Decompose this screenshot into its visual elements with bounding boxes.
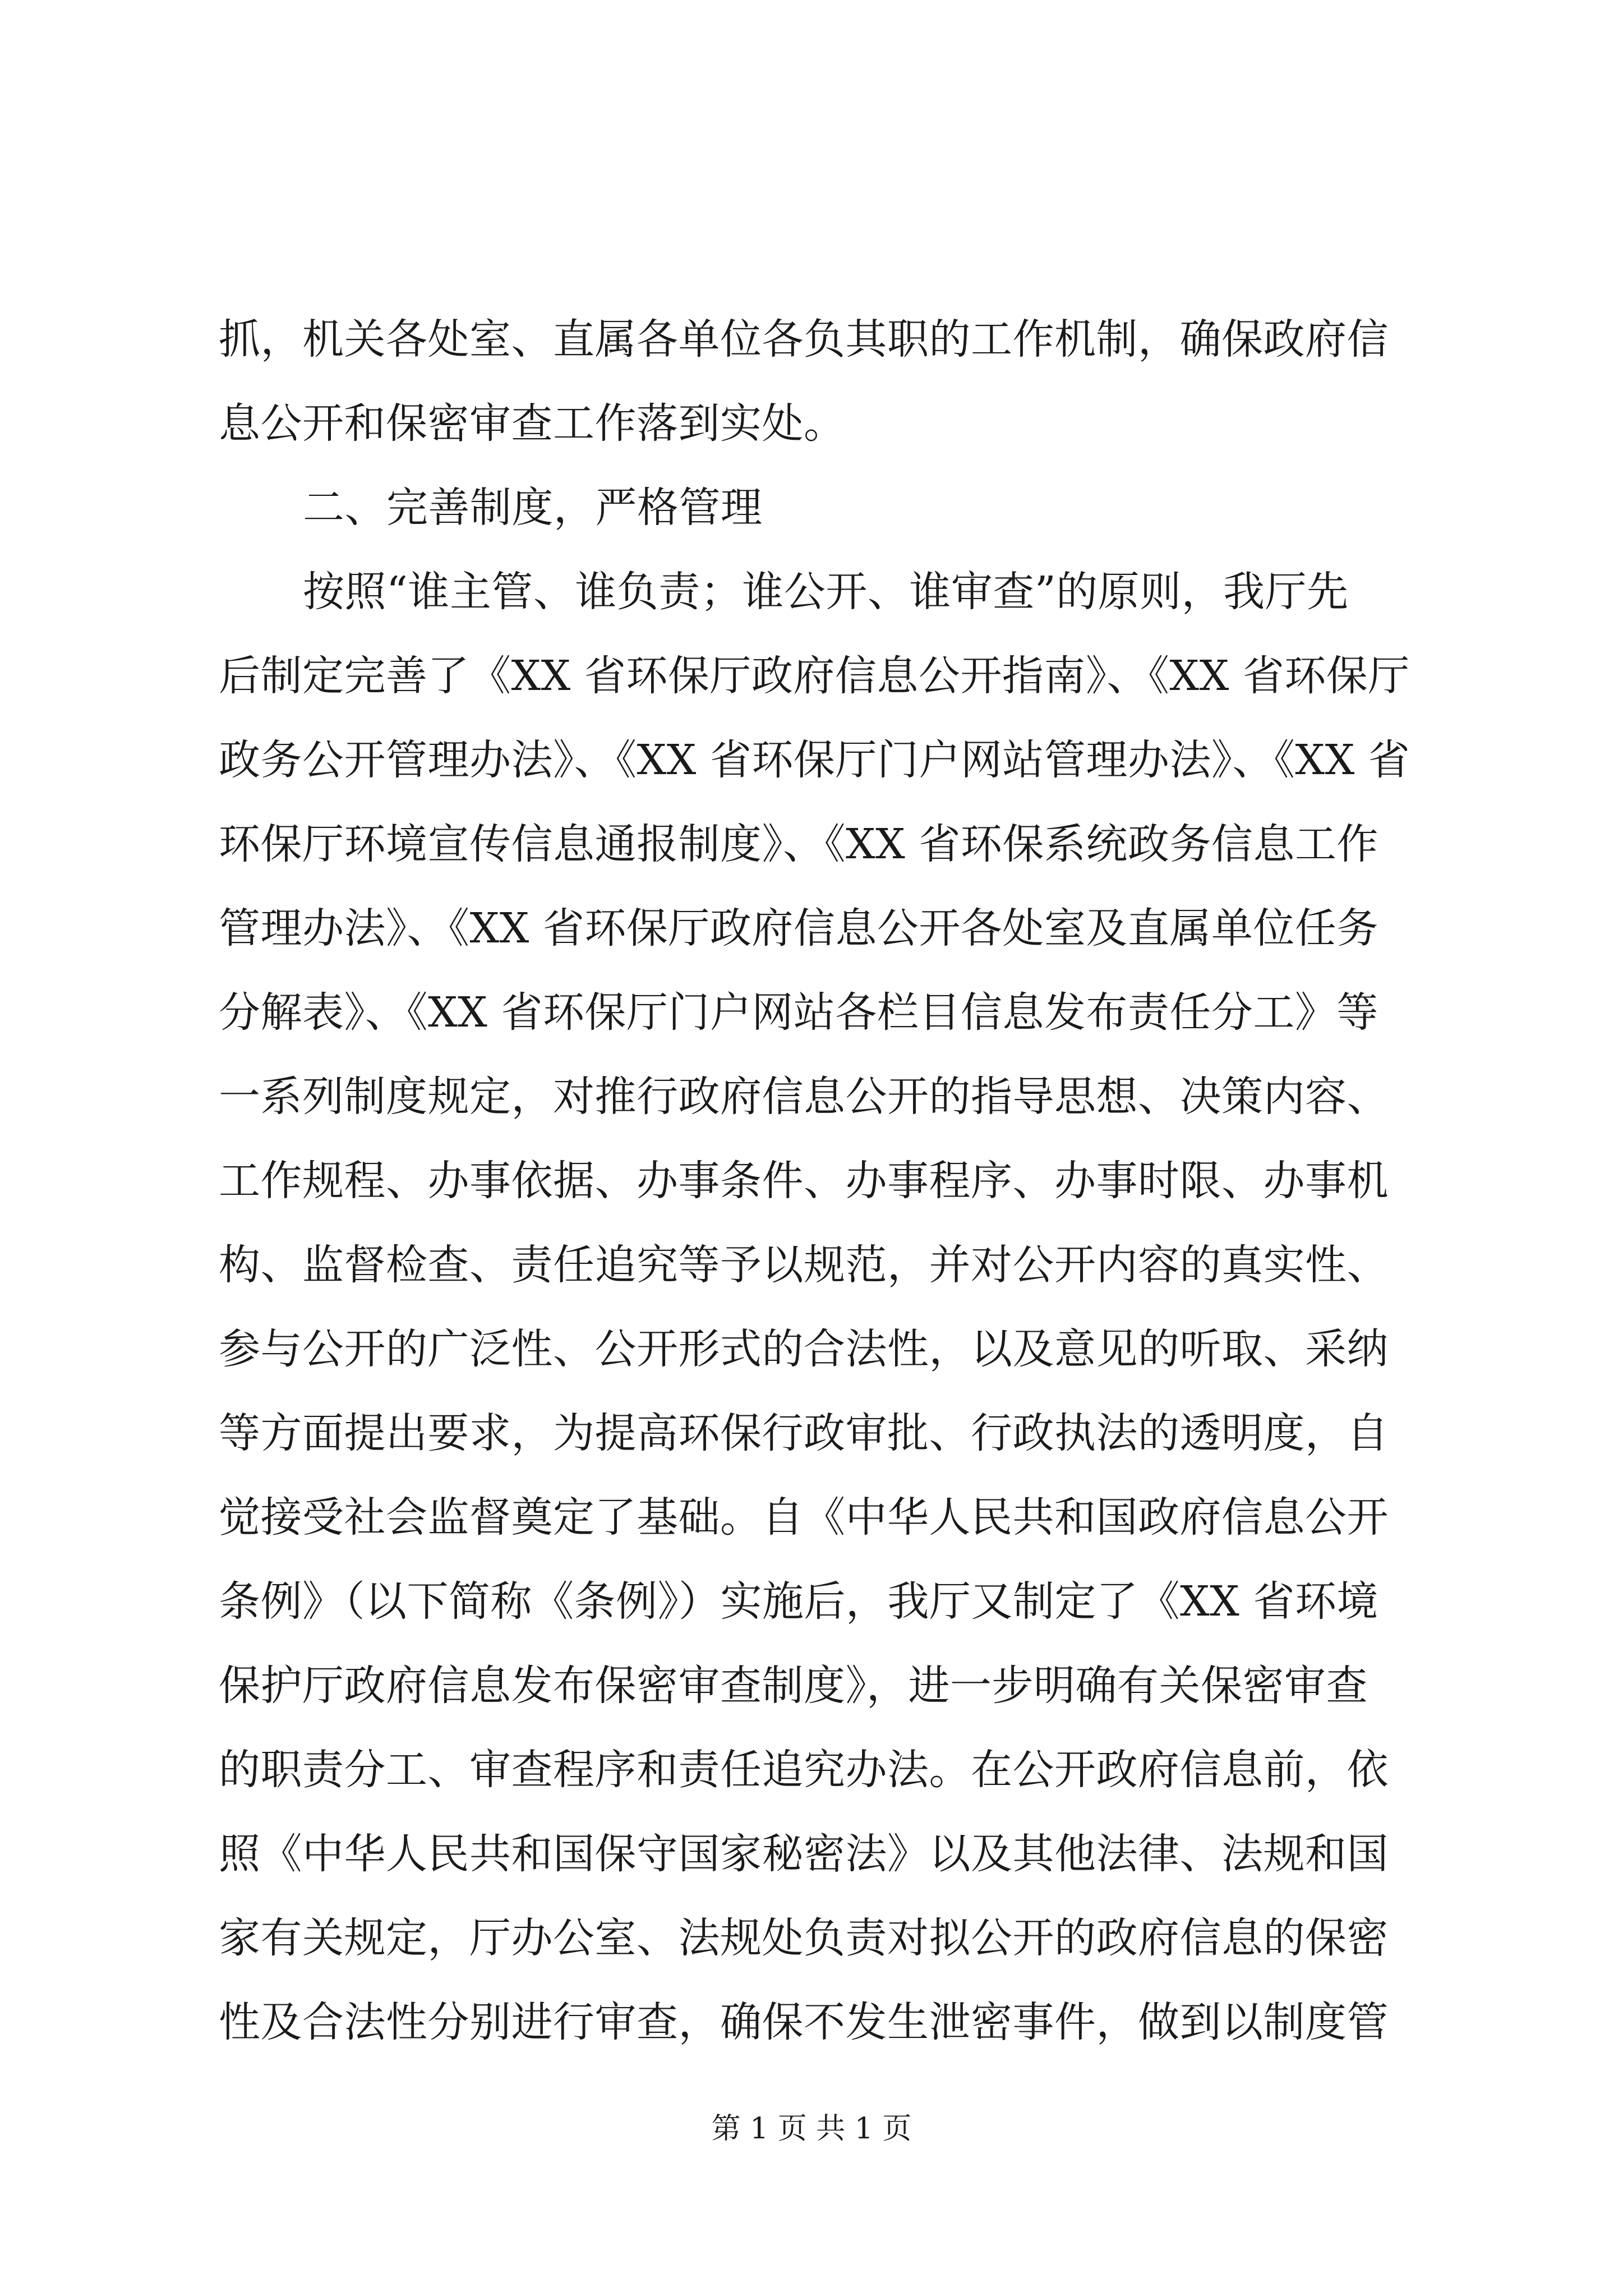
text-line: 工作规程、办事依据、办事条件、办事程序、办事时限、办事机: [219, 1157, 1389, 1205]
page-footer: 第 1 页 共 1 页: [711, 2112, 912, 2146]
text-line: 环保厅环境宣传信息通报制度》、《XX 省环保系统政务信息工作: [219, 820, 1378, 868]
text-line: 保护厅政府信息发布保密审查制度》，进一步明确有关保密审查: [219, 1662, 1368, 1710]
text-line: 性及合法性分别进行审查，确保不发生泄密事件，做到以制度管: [219, 1998, 1389, 2046]
text-line: 的职责分工、审查程序和责任追究办法。在公开政府信息前，依: [219, 1746, 1389, 1794]
text-line: 参与公开的广泛性、公开形式的合法性，以及意见的听取、采纳: [219, 1325, 1389, 1373]
text-line: 分解表》、《XX 省环保厅门户网站各栏目信息发布责任分工》等: [219, 988, 1378, 1037]
text-line: 照《中华人民共和国保守国家秘密法》以及其他法律、法规和国: [219, 1830, 1389, 1878]
text-line: 觉接受社会监督奠定了基础。自《中华人民共和国政府信息公开: [219, 1493, 1389, 1542]
text-line: 二、完善制度，严格管理: [303, 484, 763, 532]
text-line: 息公开和保密审查工作落到实处。: [219, 399, 846, 448]
text-line: 构、监督检查、责任追究等予以规范，并对公开内容的真实性、: [219, 1241, 1389, 1289]
document-body: [219, 297, 1424, 2064]
text-line: 政务公开管理办法》、《XX 省环保厅门户网站管理办法》、《XX 省: [219, 736, 1410, 784]
text-line: 家有关规定，厅办公室、法规处负责对拟公开的政府信息的保密: [219, 1914, 1389, 1962]
text-line: 条例》（以下简称《条例》）实施后，我厅又制定了《XX 省环境: [219, 1577, 1378, 1626]
text-line: 一系列制度规定，对推行政府信息公开的指导思想、决策内容、: [219, 1073, 1389, 1121]
text-line: 后制定完善了《XX 省环保厅政府信息公开指南》、《XX 省环保厅: [219, 652, 1410, 700]
text-line: 抓，机关各处室、直属各单位各负其职的工作机制，确保政府信: [219, 315, 1389, 364]
text-line: 管理办法》、《XX 省环保厅政府信息公开各处室及直属单位任务: [219, 904, 1378, 953]
text-line: 按照“谁主管、谁负责；谁公开、谁审查”的原则，我厅先: [303, 568, 1349, 616]
text-line: 等方面提出要求，为提高环保行政审批、行政执法的透明度，自: [219, 1409, 1389, 1457]
